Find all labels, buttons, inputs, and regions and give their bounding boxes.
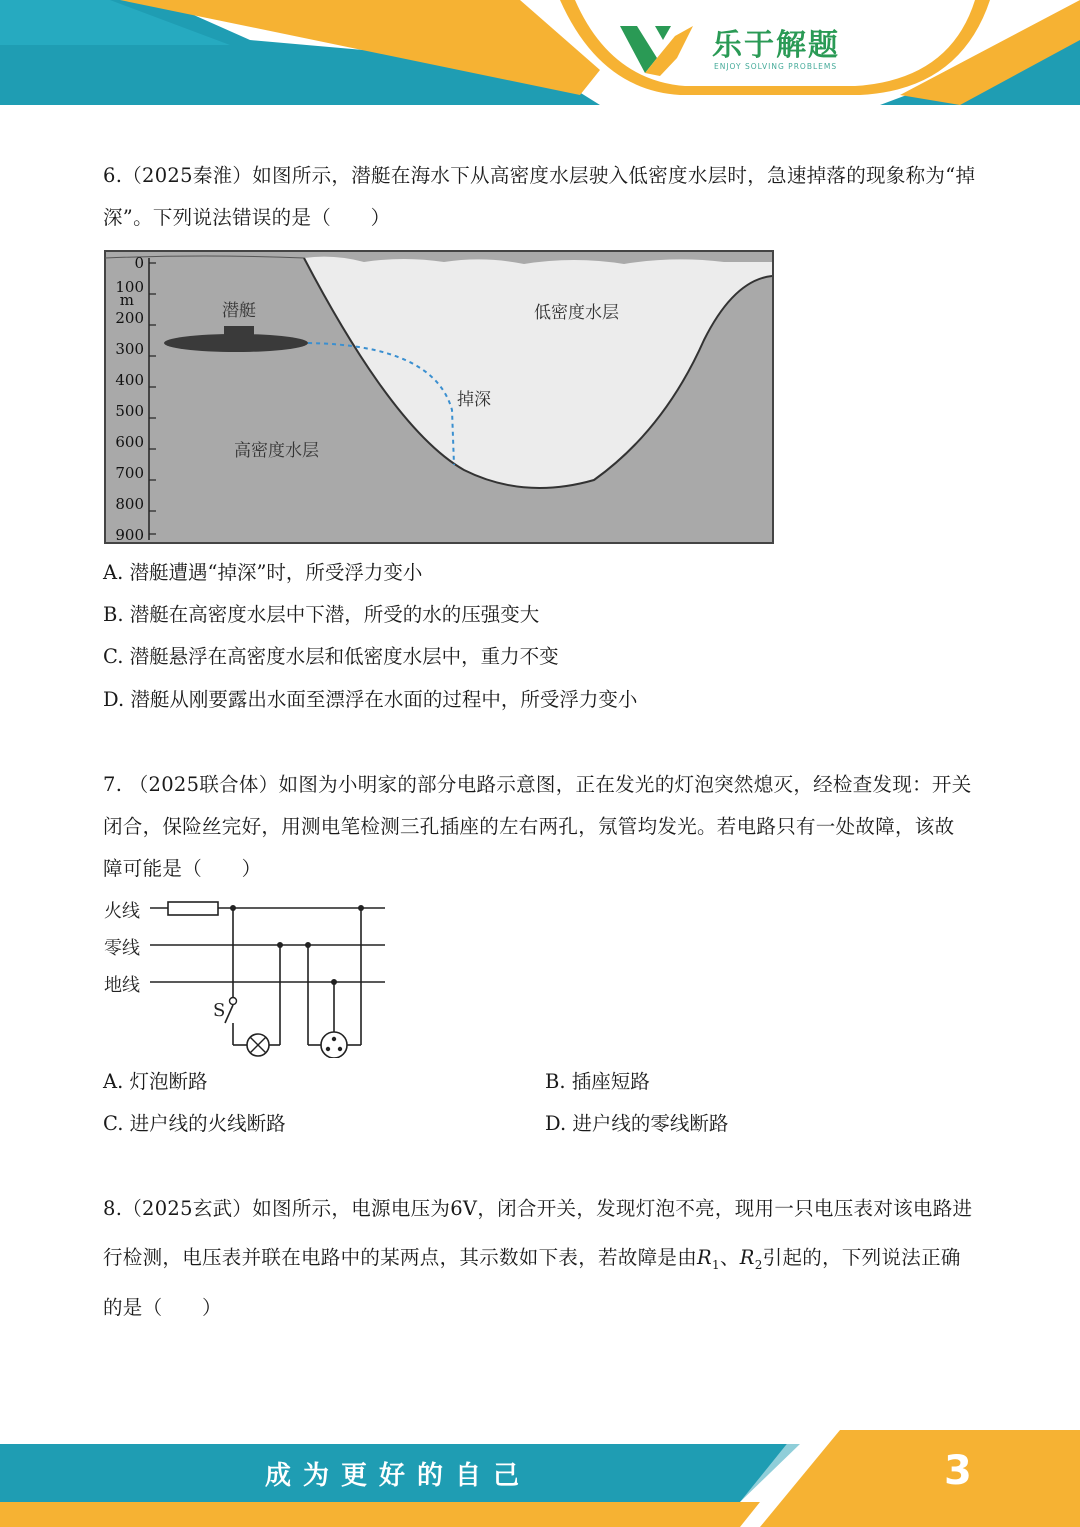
tick-label-700: 700 — [115, 464, 144, 482]
question-6-option-a[interactable]: A. 潜艇遭遇“掉深”时，所受浮力变小 — [103, 561, 423, 584]
tick-label-200: 200 — [115, 309, 144, 327]
brand-logo-icon — [615, 18, 705, 78]
question-7-option-c[interactable]: C. 进户线的火线断路 — [103, 1112, 286, 1135]
tick-label-600: 600 — [115, 433, 144, 451]
label-low-density-layer: 低密度水层 — [534, 303, 619, 323]
question-8-line2-b: 引起的，下列说法正确 — [762, 1246, 961, 1269]
tick-label-500: 500 — [115, 402, 144, 420]
question-8-separator: 、 — [719, 1246, 740, 1269]
label-live-wire: 火线 — [104, 901, 140, 922]
question-6-option-d[interactable]: D. 潜艇从刚要露出水面至漂浮在水面的过程中，所受浮力变小 — [103, 688, 638, 711]
label-switch-s: S — [213, 1000, 226, 1021]
tick-label-100: 100 — [115, 278, 144, 296]
page-number: 3 — [944, 1448, 972, 1494]
tick-label-900: 900 — [115, 526, 144, 544]
tick-label-unit: m — [119, 291, 134, 309]
label-submarine: 潜艇 — [222, 301, 256, 321]
question-7-option-d[interactable]: D. 进户线的零线断路 — [545, 1112, 729, 1135]
submarine-depth-figure — [104, 250, 776, 546]
question-8-line2 — [103, 1237, 961, 1286]
lamp-icon — [247, 1034, 269, 1056]
page-footer — [0, 1420, 1080, 1527]
label-drop: 掉深 — [457, 390, 491, 410]
question-8-line3: 的是（ ） — [103, 1296, 222, 1319]
fuse — [168, 902, 218, 915]
tick-label-0: 0 — [134, 254, 144, 272]
label-neutral-wire: 零线 — [104, 938, 140, 959]
tick-label-300: 300 — [115, 340, 144, 358]
page-header — [0, 0, 1080, 110]
question-7-option-a[interactable]: A. 灯泡断路 — [103, 1070, 208, 1093]
question-7-line1: 7. （2025联合体）如图为小明家的部分电路示意图，正在发光的灯泡突然熄灭，经检查发现：开关 — [103, 773, 972, 796]
question-6-line1: 6.（2025秦淮）如图所示，潜艇在海水下从高密度水层驶入低密度水层时，急速掉落的现象称为“掉 — [103, 164, 976, 187]
question-8-line1: 8.（2025玄武）如图所示，电源电压为6V，闭合开关，发现灯泡不亮，现用一只电压表对该电路进 — [103, 1197, 973, 1220]
footer-banner — [0, 1420, 1080, 1527]
tick-label-400: 400 — [115, 371, 144, 389]
brand-subtitle: ENJOY SOLVING PROBLEMS — [714, 62, 838, 71]
resistor-r2-subscript: 2 — [754, 1257, 763, 1272]
question-8-line2-a: 行检测，电压表并联在电路中的某两点，其示数如下表，若故障是由 — [103, 1246, 698, 1269]
resistor-r1: R — [697, 1246, 712, 1269]
question-7-line2: 闭合，保险丝完好，用测电笔检测三孔插座的左右两孔，氖管均发光。若电路只有一处故障，该故 — [103, 815, 955, 838]
question-6-option-b[interactable]: B. 潜艇在高密度水层中下潜，所受的水的压强变大 — [103, 603, 540, 626]
footer-slogan: 成为更好的自己 — [265, 1461, 532, 1491]
question-6-option-c[interactable]: C. 潜艇悬浮在高密度水层和低密度水层中，重力不变 — [103, 645, 559, 668]
question-6-line2: 深”。下列说法错误的是（ ） — [103, 206, 391, 229]
resistor-r1-subscript: 1 — [712, 1257, 720, 1272]
resistor-r2: R — [739, 1246, 755, 1269]
label-ground-wire: 地线 — [104, 975, 140, 996]
question-7-line3: 障可能是（ ） — [103, 857, 262, 880]
header-banner — [0, 0, 1080, 110]
tick-label-800: 800 — [115, 495, 144, 513]
brand-title: 乐于解题 — [712, 28, 840, 63]
question-7-option-b[interactable]: B. 插座短路 — [545, 1070, 650, 1093]
label-high-density-layer: 高密度水层 — [234, 441, 319, 461]
household-circuit-figure — [100, 893, 390, 1058]
three-hole-socket-icon — [321, 1032, 347, 1058]
